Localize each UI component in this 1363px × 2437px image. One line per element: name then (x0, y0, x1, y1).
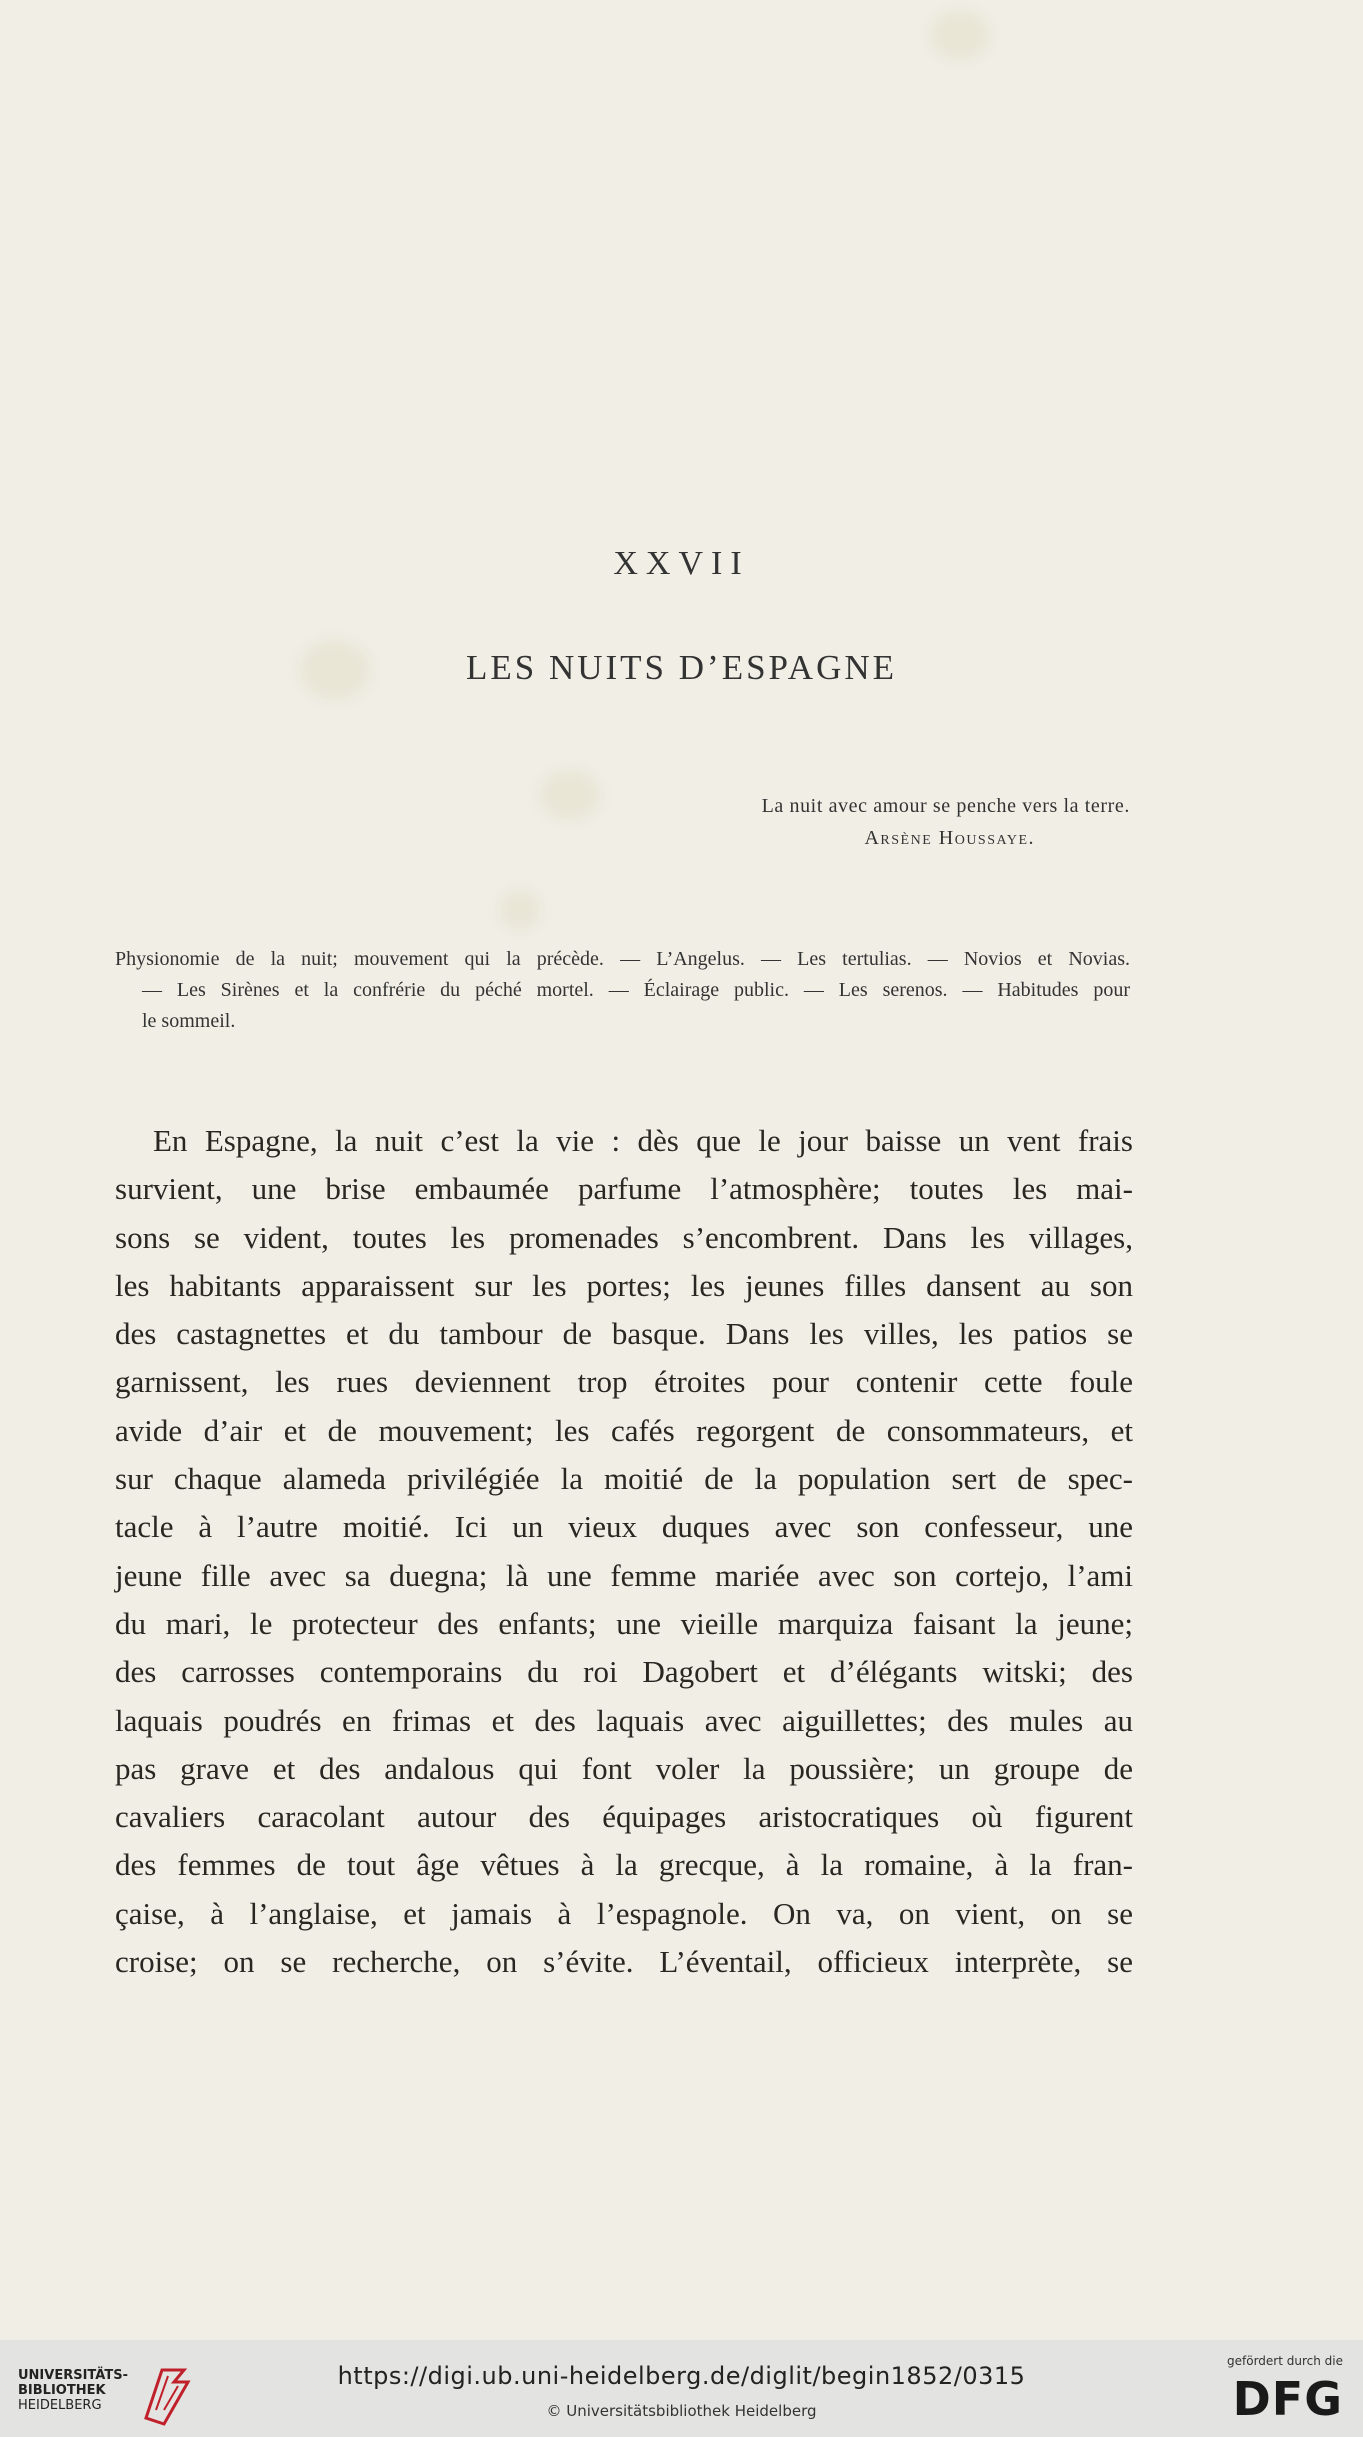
text-line: survient, une brise embaumée parfume l’atmosphère; toutes les mai- (115, 1171, 1133, 1207)
text-line: les habitants apparaissent sur les portes; les jeunes filles dansent au son (115, 1267, 1133, 1303)
text-line: des castagnettes et du tambour de basque. Dans les villes, les patios se (115, 1316, 1133, 1352)
epigraph (600, 790, 1130, 854)
text-line: des carrosses contemporains du roi Dagobert et d’élégants witski; des (115, 1654, 1133, 1690)
paper-stain (930, 10, 990, 60)
library-name-line: UNIVERSITÄTS- (18, 2368, 128, 2383)
text-line: avide d’air et de mouvement; les cafés regorgent de consommateurs, et (115, 1412, 1133, 1448)
text-line: croise; on se recherche, on s’évite. L’éventail, officieux interprète, se (115, 1944, 1133, 1980)
viewer-footer (0, 2340, 1363, 2437)
library-name-line: BIBLIOTHEK (18, 2383, 106, 2398)
copyright-notice: © Universitätsbibliothek Heidelberg (546, 2402, 817, 2420)
text-line: sons se vident, toutes les promenades s’encombrent. Dans les villages, (115, 1219, 1133, 1255)
library-name-line: HEIDELBERG (18, 2398, 102, 2413)
epigraph-author: Arsène Houssaye. (864, 827, 1035, 849)
funded-by-label: gefördert durch die (1227, 2354, 1343, 2368)
text-line: pas grave et des andalous qui font voler la poussière; un groupe de (115, 1750, 1133, 1786)
paper-stain (500, 890, 540, 930)
text-line: sur chaque alameda privilégiée la moitié de la population sert de spec- (115, 1461, 1133, 1497)
body-paragraph (115, 1117, 1133, 1986)
text-line: du mari, le protecteur des enfants; une vieille marquiza faisant la jeune; (115, 1605, 1133, 1641)
summary-line: — Les Sirènes et la confrérie du péché mortel. — Éclairage public. — Les serenos. — Habitudes pour (142, 979, 1130, 1001)
text-line: garnissent, les rues deviennent trop étroites pour contenir cette foule (115, 1364, 1133, 1400)
text-line: çaise, à l’anglaise, et jamais à l’espagnole. On va, on vient, on se (115, 1895, 1133, 1931)
funder-logo[interactable] (1193, 2350, 1343, 2430)
chapter-number: XXVII (613, 545, 750, 582)
text-line: cavaliers caracolant autour des équipages aristocratiques où figurent (115, 1799, 1133, 1835)
dfg-logo-icon: DFG (1232, 2372, 1343, 2426)
text-line: jeune fille avec sa duegna; là une femme mariée avec son cortejo, l’ami (115, 1557, 1133, 1593)
text-line: tacle à l’autre moitié. Ici un vieux duques avec son confesseur, une (115, 1509, 1133, 1545)
paper-stain (540, 770, 600, 820)
epigraph-quote: La nuit avec amour se penche vers la terre. (761, 795, 1130, 817)
text-line: laquais poudrés en frimas et des laquais avec aiguillettes; des mules au (115, 1702, 1133, 1738)
summary-line: le sommeil. (142, 1010, 236, 1032)
text-line: En Espagne, la nuit c’est la vie : dès que le jour baisse un vent frais (153, 1123, 1133, 1158)
permalink-url[interactable]: https://digi.ub.uni-heidelberg.de/diglit/begin1852/0315 (337, 2362, 1026, 2390)
chapter-summary (115, 944, 1130, 1037)
chapter-title: LES NUITS D’ESPAGNE (465, 648, 897, 687)
text-line: des femmes de tout âge vêtues à la grecque, à la romaine, à la fran- (115, 1847, 1133, 1883)
summary-line: Physionomie de la nuit; mouvement qui la précède. — L’Angelus. — Les tertulias. — Novios et Novias. (115, 948, 1130, 970)
